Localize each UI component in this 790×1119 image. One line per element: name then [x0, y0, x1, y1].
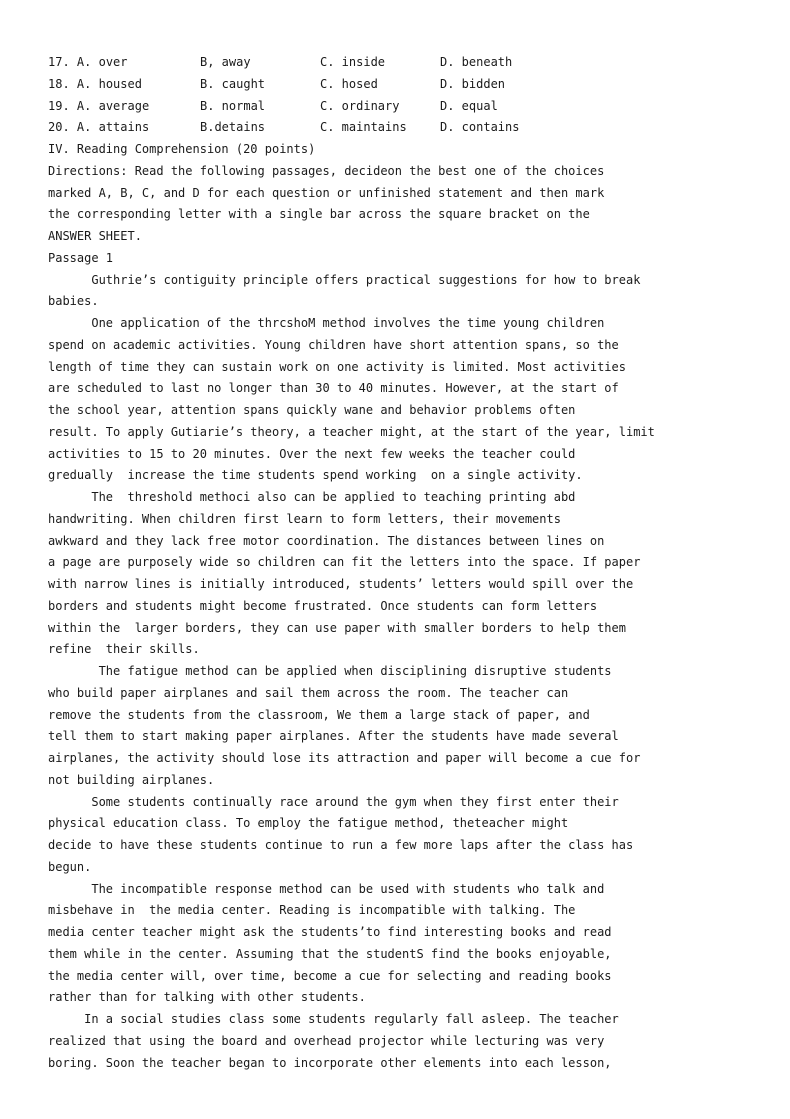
passage-line: airplanes, the activity should lose its attraction and paper will become a cue for [48, 751, 641, 765]
passage-line: The fatigue method can be applied when disciplining disruptive students [48, 664, 612, 678]
question-20-c: C. maintains [320, 120, 407, 135]
question-19-c: C. ordinary [320, 98, 400, 113]
passage-line: awkward and they lack free motor coordination. The distances between lines on [48, 533, 605, 548]
passage-line: them while in the center. Assuming that the studentS find the books enjoyable, [48, 946, 612, 961]
passage-line: One application of the thrcshoM method involves the time young children [48, 316, 605, 330]
question-18-b: B. caught [200, 76, 266, 91]
passage-line: borders and students might become frustrated. Once students can form letters [48, 598, 598, 613]
passage-line: Guthrie’s contiguity principle offers practical suggestions for how to break [48, 272, 641, 287]
passage-line: Some students continually race around the gym when they first enter their [48, 794, 619, 809]
passage-title: Passage 1 [48, 250, 114, 265]
passage-line: In a social studies class some students regularly fall asleep. The teacher [48, 1012, 619, 1026]
question-19-d: D. equal [440, 98, 498, 113]
passage-line: not building airplanes. [48, 772, 215, 787]
question-17-b: B, away [200, 55, 251, 69]
passage-line: within the larger borders, they can use paper with smaller borders to help them [48, 620, 626, 635]
passage-line: activities to 15 to 20 minutes. Over the next few weeks the teacher could [48, 446, 576, 461]
passage-line: with narrow lines is initially introduced, students’ letters would spill over the [48, 577, 634, 591]
question-19-a: 19. A. average [48, 98, 150, 113]
passage-line: misbehave in the media center. Reading is incompatible with talking. The [48, 903, 576, 918]
directions-text: ANSWER SHEET. [48, 229, 142, 243]
question-18-a: 18. A. housed [48, 76, 142, 91]
question-17 [48, 52, 768, 74]
directions-text: marked A, B, C, and D for each question or unfinished statement and then mark [48, 185, 605, 200]
question-20 [48, 117, 768, 139]
passage-line: refine their skills. [48, 642, 200, 657]
passage-line: The threshold methoci also can be applied to teaching printing abd [48, 490, 576, 504]
question-19-b: B. normal [200, 98, 266, 113]
document-page [48, 52, 768, 1074]
passage-line: a page are purposely wide so children can fit the letters into the space. If paper [48, 555, 641, 570]
question-20-b: B.detains [200, 120, 266, 135]
directions-text: the corresponding letter with a single bar across the square bracket on the [48, 207, 590, 222]
passage-line: realized that using the board and overhead projector while lecturing was very [48, 1033, 605, 1048]
passage-line: media center teacher might ask the students’to find interesting books and read [48, 925, 612, 939]
directions-text: Directions: Read the following passages, decideon the best one of the choices [48, 163, 605, 178]
section-heading: IV. Reading Comprehension (20 points) [48, 142, 316, 156]
passage-line: result. To apply Gutiarie’s theory, a teacher might, at the start of the year, limit [48, 424, 655, 439]
question-17-c: C. inside [320, 55, 386, 69]
passage-line: length of time they can sustain work on one activity is limited. Most activities [48, 359, 626, 374]
passage-line: the media center will, over time, become a cue for selecting and reading books [48, 968, 612, 983]
passage-line: The incompatible response method can be used with students who talk and [48, 881, 605, 896]
question-17-d: D. beneath [440, 55, 513, 69]
reading-section [48, 139, 768, 1074]
passage-line: rather than for talking with other students. [48, 990, 366, 1005]
question-20-d: D. contains [440, 120, 520, 135]
passage-line: babies. [48, 294, 99, 309]
passage-line: tell them to start making paper airplanes. After the students have made several [48, 729, 619, 744]
passage-line: physical education class. To employ the fatigue method, theteacher might [48, 816, 569, 831]
question-18-d: D. bidden [440, 76, 506, 91]
question-18-c: C. hosed [320, 76, 378, 91]
passage-line: are scheduled to last no longer than 30 to 40 minutes. However, at the start of [48, 381, 619, 396]
passage-line: remove the students from the classroom, We them a large stack of paper, and [48, 707, 590, 722]
question-19 [48, 96, 768, 118]
passage-line: boring. Soon the teacher began to incorporate other elements into each lesson, [48, 1055, 612, 1070]
passage-line: spend on academic activities. Young children have short attention spans, so the [48, 337, 619, 352]
passage-line: the school year, attention spans quickly wane and behavior problems often [48, 403, 576, 417]
question-17-a: 17. A. over [48, 55, 128, 69]
passage-line: who build paper airplanes and sail them across the room. The teacher can [48, 685, 569, 700]
passage-line: decide to have these students continue to run a few more laps after the class has [48, 838, 634, 852]
question-20-a: 20. A. attains [48, 120, 150, 135]
passage-line: handwriting. When children first learn to form letters, their movements [48, 511, 561, 526]
question-18 [48, 74, 768, 96]
passage-line: gredually increase the time students spend working on a single activity. [48, 468, 583, 483]
passage-line: begun. [48, 859, 92, 874]
